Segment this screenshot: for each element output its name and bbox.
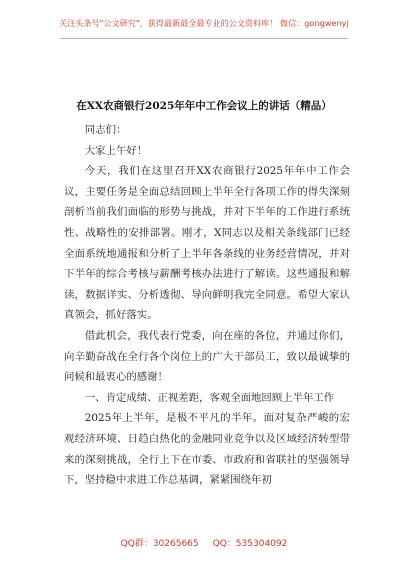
body-paragraph: 今天，我们在这里召开XX农商银行2025年年中工作会议，主要任务是全面总结回顾上半年全行各项工作的得失深刻剖析当前我们面临的形势与挑战，并对下半年的工作进行系统性、战略性的安排部署。刚才，X同志以及相关条线部门已经全面系统地通报和分析了上半年各条线的业务经营情况，并对下半年的综合考核与薪酬考核办法进行了解读。这些通报和解读，数据详实、分析透彻、导向鲜明我完全同意。希望大家认真领会，抓好落实。 <box>64 165 350 322</box>
greeting: 大家上午好！ <box>84 144 148 157</box>
header-banner: 关注头条号"公文研究"，获得最新最全最专业的公文资料库！ 微信：gongwenyj <box>59 19 349 28</box>
section-heading: 一、肯定成绩、正视差距，客观全面地回顾上半年工作 <box>84 391 335 404</box>
document-title: 在XX农商银行2025年年中工作会议上的讲话（精品） <box>76 100 332 112</box>
footer-qq: QQ：535304092 <box>212 539 288 549</box>
header-divider <box>60 38 348 39</box>
body-paragraph: 借此机会，我代表行党委，向在座的各位，并通过你们，向辛勤奋战在全行各个岗位上的广大干部员工，致以最诚挚的问候和最衷心的感谢！ <box>64 329 350 384</box>
document-body <box>64 120 350 491</box>
footer-contact <box>0 536 408 549</box>
body-paragraph: 2025年上半年，是极不平凡的半年。面对复杂严峻的宏观经济环境、日趋白热化的金融同业竞争以及区域经济转型带来的深刻挑战，全行上下在市委、市政府和省联社的坚强领导下，坚持稳中求进工作总基调，紧紧围绕年初 <box>64 412 350 487</box>
footer-qq-group: QQ群：30265665 <box>120 539 199 549</box>
salutation: 同志们： <box>84 124 127 136</box>
